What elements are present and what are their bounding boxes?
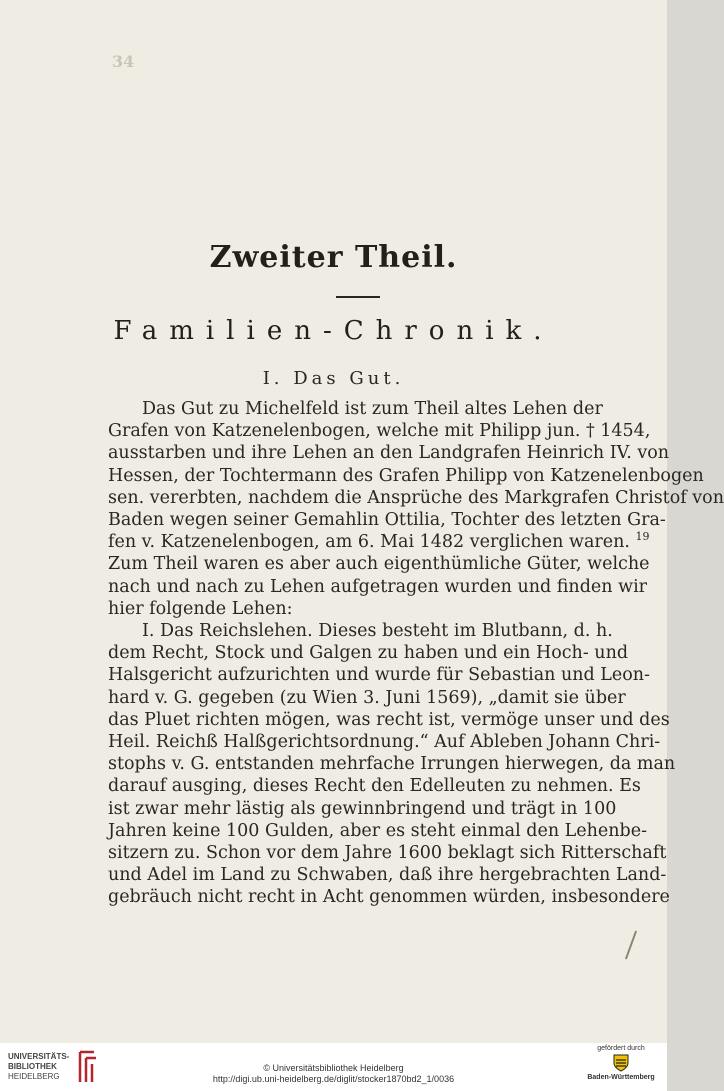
text-line: Hessen, der Tochtermann des Grafen Philipp von Katzenelenbogen [108,465,704,486]
text-line: gebräuch nicht recht in Acht genommen würden, insbesondere [108,887,670,908]
funder-logo [578,1045,664,1089]
part-title: Zweiter Theil. [209,240,458,275]
text-line: Heil. Reichß Halßgerichtsordnung.“ Auf Ableben Johann Chri- [108,732,661,753]
state-name: Baden-Württemberg [587,1074,655,1081]
footnote-ref: 19 [635,530,650,544]
text-line [108,530,650,553]
text-line: Jahren keine 100 Gulden, aber es steht einmal den Lehenbe- [108,820,647,841]
text-line: dem Recht, Stock und Galgen zu haben und ein Hoch- und [108,643,629,664]
text-line: ausstarben und ihre Lehen an den Landgrafen Heinrich IV. von [108,443,670,464]
text-line: hard v. G. gegeben (zu Wien 3. Juni 1569), „damit sie über [108,687,626,708]
pencil-mark [625,931,637,960]
subsection-title: I. Das Gut. [262,368,405,389]
text-line: stophs v. G. entstanden mehrfache Irrungen hierwegen, da man [108,754,676,775]
copyright-notice [0,1063,667,1085]
text-line: Das Gut zu Michelfeld ist zum Theil altes Lehen der [142,399,603,419]
crest-icon [613,1054,629,1072]
body-text [108,398,724,909]
text-line: Zum Theil waren es aber auch eigenthümliche Güter, welche [108,554,650,575]
text-line: sen. vererbten, nachdem die Ansprüche des Markgrafen Christof von [108,487,724,508]
page-number: 34 [112,52,135,71]
library-name: UNIVERSITÄTS- BIBLIOTHEK HEIDELBERG [8,1052,70,1081]
text-line: das Pluet richten mögen, was recht ist, vermöge unser und des [108,709,670,730]
footer-bar [0,1043,667,1091]
text-line: hier folgende Lehen: [108,598,293,619]
text-line: ist zwar mehr lästig als gewinnbringend und trägt in 100 [108,798,617,819]
text-line: Halsgericht aufzurichten und wurde für Sebastian und Leon- [108,665,650,686]
text-line: nach und nach zu Lehen aufgetragen wurden und finden wir [108,576,648,597]
text-line: sitzern zu. Schon vor dem Jahre 1600 beklagt sich Ritterschaft [108,843,667,864]
text-line: darauf ausging, dieses Recht den Edelleuten zu nehmen. Es [108,776,641,797]
show-through-text [110,96,590,115]
permalink[interactable]: http://digi.ub.uni-heidelberg.de/diglit/stocker1870bd2_1/0036 [212,1074,455,1084]
text-line: Baden wegen seiner Gemahlin Ottilia, Tochter des letzten Gra- [108,510,666,531]
text-line: I. Das Reichslehen. Dieses besteht im Blutbann, d. h. [142,621,613,642]
copyright-text: © Universitätsbibliothek Heidelberg [263,1063,404,1073]
funded-by-label: gefördert durch [597,1045,645,1052]
text-line: und Adel im Land zu Schwaben, daß ihre hergebrachten Land- [108,865,667,886]
text-line-content: fen v. Katzenelenbogen, am 6. Mai 1482 verglichen waren. [108,532,630,553]
title-divider [336,296,380,298]
text-line: Grafen von Katzenelenbogen, welche mit Philipp jun. † 1454, [108,421,651,442]
section-title: Familien-Chronik. [113,316,554,346]
